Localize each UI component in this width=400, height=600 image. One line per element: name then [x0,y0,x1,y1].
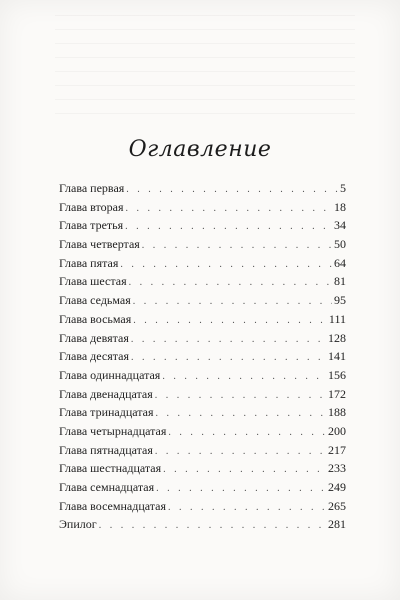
toc-entry[interactable] [59,274,346,293]
toc-entry[interactable] [59,331,346,350]
toc-entry-label: Глава девятая [59,330,129,345]
toc-entry[interactable] [59,200,346,219]
toc-dot-leader [125,221,332,232]
toc-entry[interactable] [59,218,346,237]
toc-entry-page: 265 [328,498,346,513]
toc-dot-leader [129,277,332,288]
toc-entry-page: 233 [328,461,346,476]
toc-entry-label: Глава четырнадцатая [59,423,167,438]
toc-entry-label: Глава семнадцатая [59,480,155,494]
toc-dot-leader [156,408,326,419]
toc-entry-label: Глава четвертая [59,237,140,252]
toc-entry-label: Глава вторая [59,199,124,214]
toc-entry-page: 50 [334,237,346,252]
toc-entry-page: 281 [328,517,346,532]
toc-entry[interactable] [59,368,346,387]
toc-entry[interactable] [59,517,346,536]
toc-entry-page: 141 [328,349,346,364]
toc-entry-label: Глава десятая [59,349,129,364]
toc-dot-leader [142,240,332,251]
toc-entry[interactable] [59,237,346,256]
toc-dot-leader [131,334,326,345]
toc-dot-leader [99,520,326,531]
toc-entry-page: 217 [328,442,346,457]
toc-entry-label: Глава тринадцатая [59,405,154,420]
toc-entry-page: 200 [328,423,346,438]
toc-entry-page: 156 [328,367,346,382]
toc-entry-page: 81 [334,274,346,289]
toc-entry-label: Глава шестнадцатая [59,461,162,476]
toc-dot-leader [133,296,332,307]
toc-entry-page: 172 [328,386,346,401]
toc-dot-leader [156,483,326,494]
toc-entry-page: 64 [334,255,346,270]
toc-entry-label: Глава первая [59,181,125,195]
toc-dot-leader [168,427,326,438]
toc-dot-leader [131,352,326,363]
toc-entry-label: Глава двенадцатая [59,386,153,401]
toc-dot-leader [126,184,338,195]
toc-entry-label: Глава третья [59,218,124,233]
toc-dot-leader [133,315,327,326]
toc-entry-page: 95 [334,293,346,308]
toc-dot-leader [162,371,326,382]
toc-title: Оглавление [128,137,272,162]
toc-entry-label: Глава пятнадцатая [59,442,153,457]
toc-entry[interactable] [59,443,346,462]
toc-entry-page: 111 [328,311,346,326]
toc-entry[interactable] [59,256,346,275]
toc-entry-page: 5 [340,181,346,195]
toc-dot-leader [163,464,326,475]
toc-entry-page: 188 [328,405,346,420]
toc-entry[interactable] [59,387,346,406]
toc-entry-label: Глава восьмая [59,311,132,326]
toc-entry[interactable] [59,424,346,443]
toc-entry[interactable] [59,499,346,518]
toc-dot-leader [120,259,332,270]
toc-entry-page: 249 [328,480,346,494]
toc-entry[interactable] [59,181,346,200]
toc-entry-label: Глава седьмая [59,293,131,308]
toc-entry[interactable] [59,405,346,424]
toc-entry-label: Глава шестая [59,274,127,289]
toc-entry[interactable] [59,480,346,499]
toc-dot-leader [155,446,326,457]
toc-entry-page: 128 [328,330,346,345]
toc-entry-label: Глава одиннадцатая [59,367,161,382]
toc-entry[interactable] [59,461,346,480]
toc-entry-label: Глава восемнадцатая [59,498,166,513]
toc-entry-label: Эпилог [59,517,97,532]
toc-entry-page: 18 [334,199,346,214]
toc-entry-label: Глава пятая [59,255,119,270]
toc-dot-leader [168,502,326,513]
toc-dot-leader [125,203,332,214]
toc-entry-page: 34 [334,218,346,233]
toc-entry[interactable] [59,349,346,368]
toc-entry[interactable] [59,312,346,331]
toc-dot-leader [155,390,326,401]
toc-entry[interactable] [59,293,346,312]
toc-list [59,181,346,536]
